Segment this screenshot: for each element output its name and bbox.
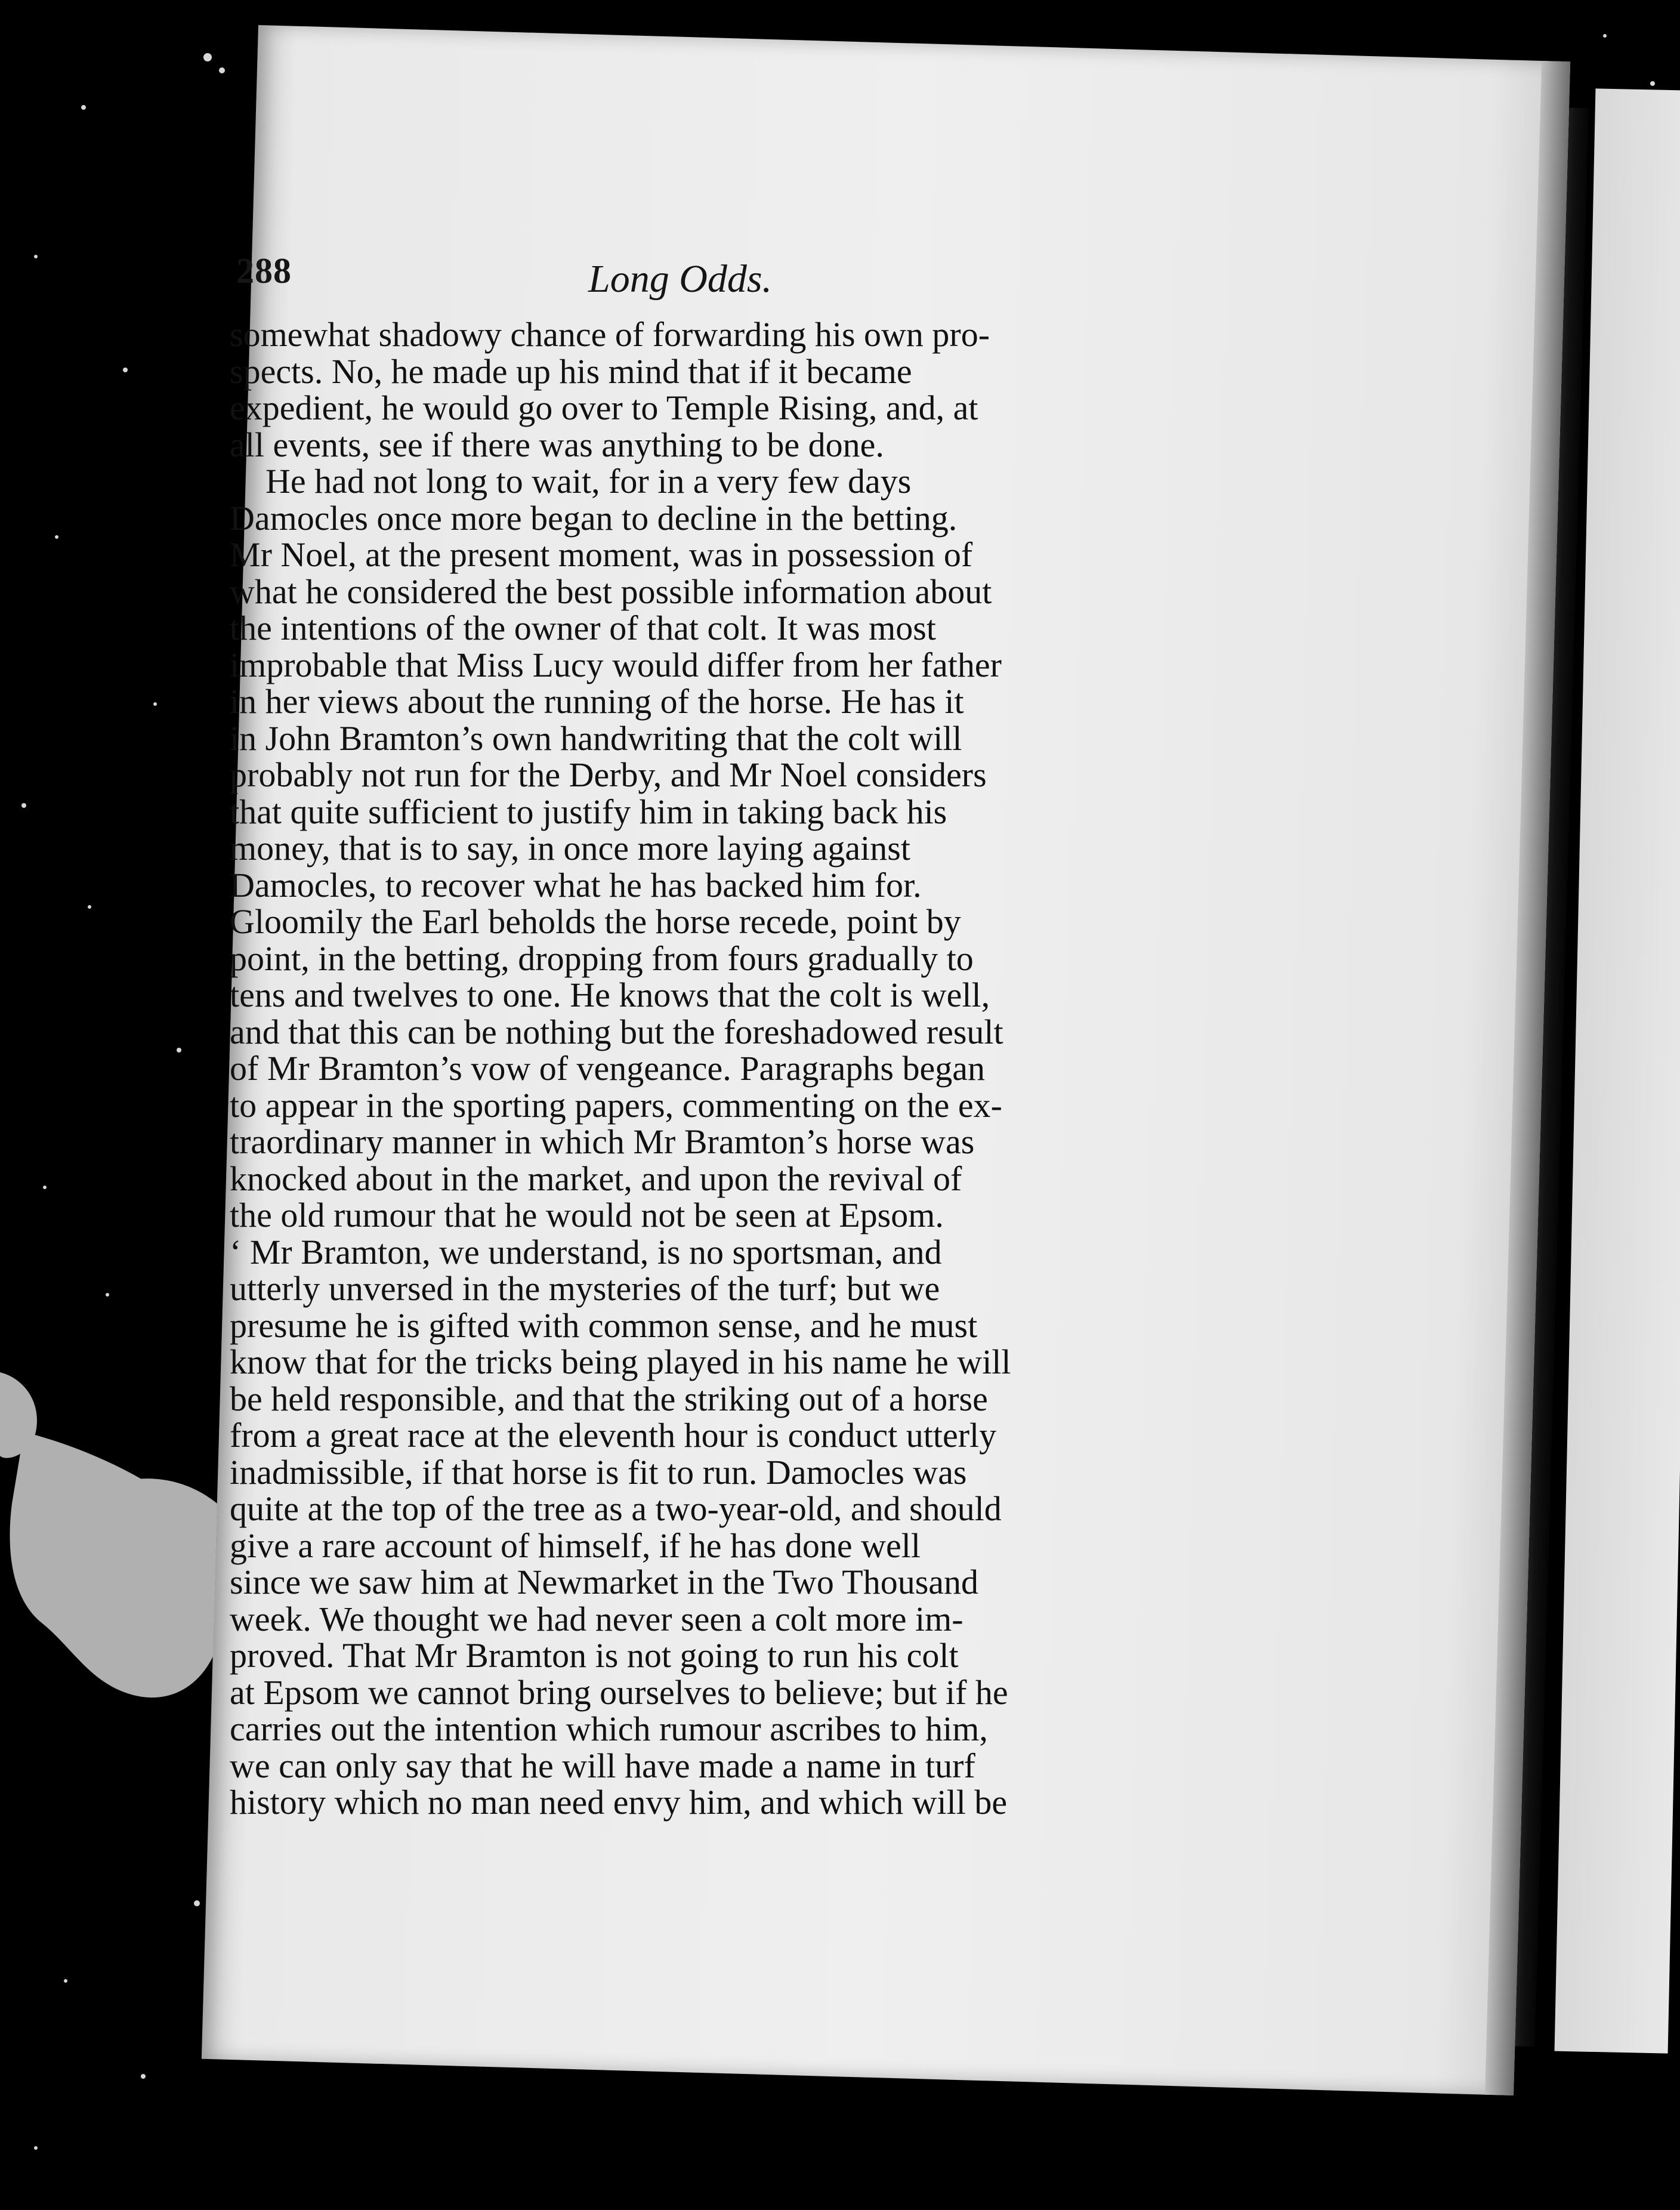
running-title: Long Odds.: [588, 257, 773, 301]
text-line: we can only say that he will have made a name in turf: [230, 1746, 975, 1785]
text-line: carries out the intention which rumour ascribes to him,: [230, 1709, 988, 1748]
text-line: in John Bramton’s own handwriting that the colt will: [230, 718, 962, 758]
text-line: traordinary manner in which Mr Bramton’s horse was: [230, 1122, 975, 1161]
text-line: Damocles, to recover what he has backed him for.: [230, 865, 922, 905]
text-line: presume he is gifted with common sense, and he must: [230, 1305, 978, 1345]
text-line: be held responsible, and that the striking out of a horse: [230, 1379, 988, 1418]
text-line: Gloomily the Earl beholds the horse recede, point by: [230, 902, 961, 941]
text-line: probably not run for the Derby, and Mr Noel considers: [230, 755, 987, 794]
text-line: knocked about in the market, and upon the revival of: [230, 1159, 962, 1198]
text-line: Mr Noel, at the present moment, was in possession of: [230, 535, 973, 574]
body-text: [230, 316, 1345, 1821]
text-line: week. We thought we had never seen a colt more im-: [230, 1599, 963, 1638]
text-line: point, in the betting, dropping from fours gradually to: [230, 939, 974, 978]
page-header: [236, 251, 1048, 316]
text-line: proved. That Mr Bramton is not going to run his colt: [230, 1636, 959, 1675]
text-line: at Epsom we cannot bring ourselves to believe; but if he: [230, 1672, 1008, 1712]
text-line: the old rumour that he would not be seen at Epsom.: [230, 1196, 944, 1234]
text-line: improbable that Miss Lucy would differ from her father: [230, 645, 1002, 684]
text-line: and that this can be nothing but the foreshadowed result: [230, 1012, 1003, 1051]
text-line: He had not long to wait, for in a very few days: [265, 462, 912, 501]
text-line: know that for the tricks being played in his name he will: [230, 1342, 1011, 1381]
page-number: 288: [236, 251, 292, 291]
text-line: tens and twelves to one. He knows that the colt is well,: [230, 976, 990, 1014]
text-line: ‘ Mr Bramton, we understand, is no sportsman, and: [230, 1232, 942, 1271]
text-line: money, that is to say, in once more laying against: [230, 829, 910, 868]
scan-smudge: [0, 1372, 249, 1697]
text-line: somewhat shadowy chance of forwarding his own pro-: [230, 315, 990, 354]
text-line: all events, see if there was anything to be done.: [230, 425, 884, 464]
text-line: what he considered the best possible information about: [230, 572, 992, 611]
text-line: inadmissible, if that horse is fit to run. Damocles was: [230, 1452, 967, 1492]
text-line: expedient, he would go over to Temple Rising, and, at: [230, 388, 978, 427]
text-line: to appear in the sporting papers, commenting on the ex-: [230, 1085, 1002, 1125]
text-line: Damocles once more began to decline in the betting.: [230, 498, 958, 538]
text-line: of Mr Bramton’s vow of vengeance. Paragraphs began: [230, 1049, 985, 1088]
text-line: the intentions of the owner of that colt. It was most: [230, 609, 936, 647]
text-line: utterly unversed in the mysteries of the turf; but we: [230, 1269, 940, 1308]
text-line: since we saw him at Newmarket in the Two Thousand: [230, 1563, 979, 1601]
text-line: in her views about the running of the horse. He has it: [230, 682, 964, 721]
text-line: from a great race at the eleventh hour is conduct utterly: [230, 1416, 997, 1455]
text-line: give a rare account of himself, if he has done well: [230, 1526, 921, 1565]
text-line: spects. No, he made up his mind that if it became: [230, 351, 912, 391]
text-line: history which no man need envy him, and which will be: [230, 1783, 1008, 1822]
text-line: quite at the top of the tree as a two-year-old, and should: [230, 1489, 1002, 1528]
text-line: that quite sufficient to justify him in taking back his: [230, 792, 947, 831]
